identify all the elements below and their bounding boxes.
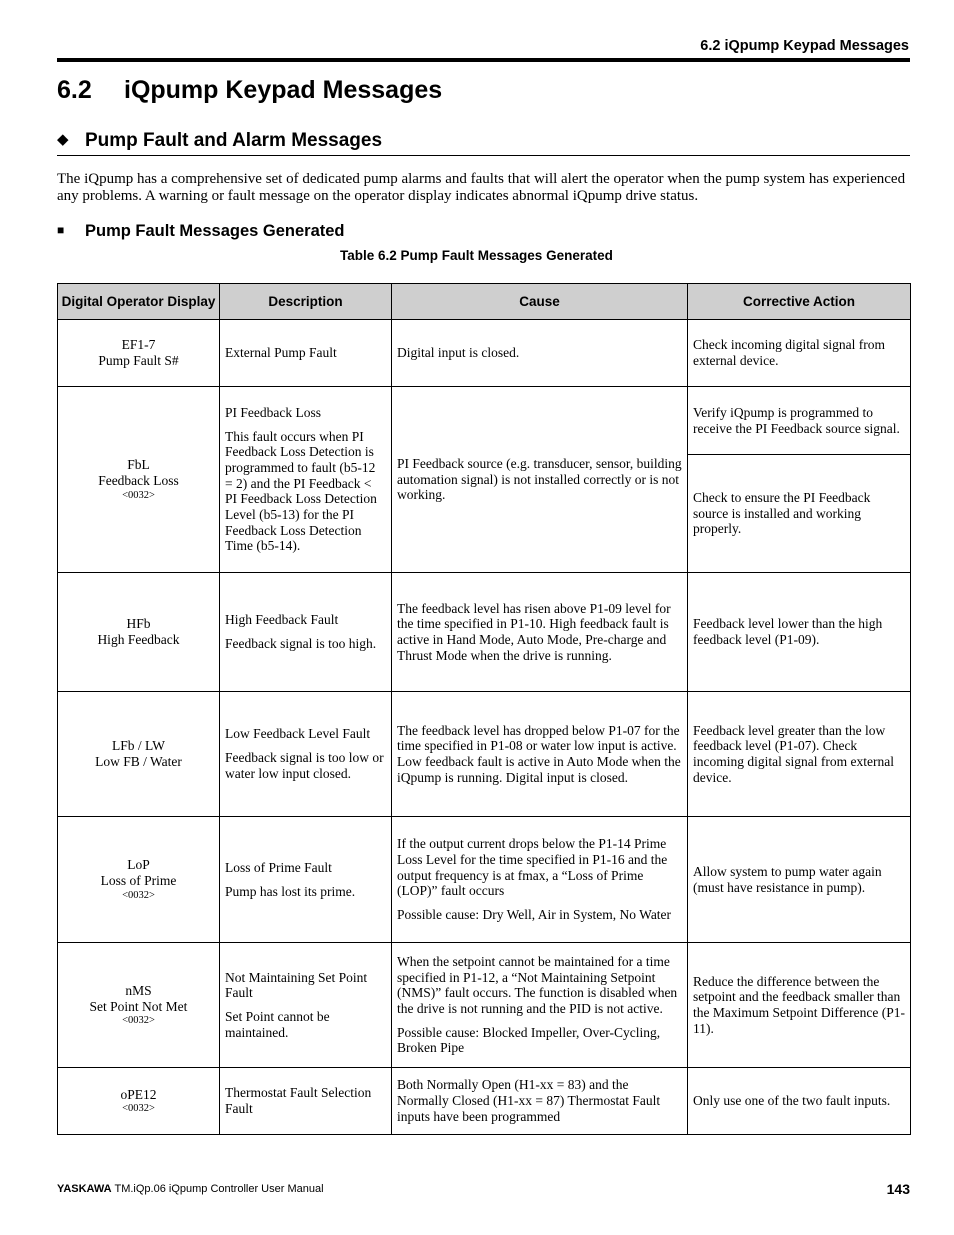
description-cell [220, 320, 392, 387]
table-caption: Table 6.2 Pump Fault Messages Generated [340, 248, 613, 263]
cause-cell [392, 573, 688, 692]
cause-text: The feedback level has dropped below P1-07 for the time specified in P1-08 or water low input is active. Low feedback fault is active in Auto Mode when the iQpump is running. Digital input is closed. [397, 722, 681, 785]
running-head: 6.2 iQpump Keypad Messages [700, 38, 909, 54]
display-name: Low FB / Water [95, 754, 182, 769]
display-cell [58, 692, 220, 817]
cause-cell [392, 320, 688, 387]
display-name: High Feedback [97, 632, 180, 647]
description-cell [220, 387, 392, 573]
description-cell [220, 943, 392, 1068]
action-cell [688, 943, 911, 1068]
header-description: Description [220, 284, 392, 320]
intro-paragraph: The iQpump has a comprehensive set of dedicated pump alarms and faults that will alert the operator when the pump system has experienced any problems. A warning or fault message on the operator display indicates abnormal iQpump drive status. [57, 171, 906, 204]
fault-code: <0032> [122, 1015, 155, 1027]
cause-text: PI Feedback source (e.g. transducer, sensor, building automation signal) is not installed correctly or is not working. [397, 455, 682, 503]
fault-code: <0032> [122, 489, 155, 501]
description-cell [220, 692, 392, 817]
description-text: This fault occurs when PI Feedback Loss Detection is programmed to fault (b5-12 = 2) and the PI Feedback < PI Feedback Loss Detection Level (b5-13) for the PI Feedback Loss Detection Time (b5-14). [225, 428, 377, 554]
subsection-title [57, 130, 382, 152]
display-name: Set Point Not Met [89, 998, 188, 1014]
action-text: Only use one of the two fault inputs. [693, 1093, 891, 1109]
display-name: Feedback Loss [98, 473, 179, 488]
action-cell [688, 320, 911, 387]
pump-fault-table [57, 283, 911, 1135]
action-text: Check to ensure the PI Feedback source is installed and working properly. [693, 489, 871, 537]
action-text: Reduce the difference between the setpoint and the feedback smaller than the Maximum Setpoint Difference (P1-11). [693, 973, 905, 1036]
description-text: Pump has lost its prime. [225, 883, 356, 899]
cause-text: The feedback level has risen above P1-09 level for the time specified in P1-10. High feedback fault is active in Hand Mode, Auto Mode, Pre-charge and Thrust Mode when the drive is running. [397, 600, 671, 663]
description-cell [220, 817, 392, 943]
fault-code: <0032> [122, 889, 155, 901]
cause-possible: Possible cause: Blocked Impeller, Over-Cycling, Broken Pipe [397, 1024, 661, 1056]
description-text: Feedback signal is too high. [225, 636, 377, 651]
action-text: Feedback level lower than the high feedback level (P1-09). [693, 616, 883, 647]
cause-cell [392, 943, 688, 1068]
description-title: Loss of Prime Fault [225, 859, 332, 875]
cause-text: If the output current drops below the P1-14 Prime Loss Level for the time specified in P1-16 and the output frequency is at fmax, a “Loss of Prime (LOP)” fault occurs [397, 836, 668, 899]
header-corrective-action: Corrective Action [688, 284, 911, 320]
subsection-rule [57, 155, 910, 156]
display-code: LFb / LW [112, 738, 165, 754]
cause-text: When the setpoint cannot be maintained for a time specified in P1-12, a “Not Maintaining Setpoint (NMS)” fault occurs. The function is disabled when the drive is not running and the PID is not active. [397, 953, 678, 1016]
description-title: Low Feedback Level Fault [225, 726, 371, 742]
action-cell [688, 1068, 911, 1135]
section-number: 6.2 [57, 76, 92, 104]
description-title: High Feedback Fault [225, 612, 339, 628]
footer-manual-title: TM.iQp.06 iQpump Controller User Manual [114, 1183, 324, 1195]
description-text: Set Point cannot be maintained. [225, 1009, 330, 1040]
display-cell [58, 943, 220, 1068]
table-header-row [58, 284, 911, 320]
table-row [58, 387, 911, 455]
description-text: Feedback signal is too low or water low input closed. [225, 750, 384, 781]
footer-manual [57, 1183, 324, 1195]
table-row [58, 1068, 911, 1135]
action-cell [688, 692, 911, 817]
display-cell [58, 573, 220, 692]
display-cell [58, 320, 220, 387]
subsubsection-title-text: Pump Fault Messages Generated [85, 222, 345, 240]
header-rule [57, 58, 910, 62]
display-code: nMS [125, 982, 152, 998]
table-row [58, 943, 911, 1068]
subsubsection-title [57, 222, 345, 241]
action-cell [688, 573, 911, 692]
table-row [58, 817, 911, 943]
display-code: EF1-7 [121, 337, 156, 353]
description-cell [220, 1068, 392, 1135]
table-row [58, 320, 911, 387]
diamond-bullet-icon: ◆ [57, 131, 69, 148]
section-title-text: iQpump Keypad Messages [124, 76, 443, 104]
action-text: Allow system to pump water again (must have resistance in pump). [693, 863, 882, 895]
cause-cell [392, 387, 688, 573]
table-row [58, 573, 911, 692]
display-cell [58, 817, 220, 943]
action-text: Check incoming digital signal from external device. [693, 337, 885, 368]
description-cell [220, 573, 392, 692]
action-text: Verify iQpump is programmed to receive the PI Feedback source signal. [693, 404, 900, 436]
display-cell [58, 1068, 220, 1135]
action-cell [688, 387, 911, 455]
cause-text: Digital input is closed. [397, 345, 520, 361]
cause-possible: Possible cause: Dry Well, Air in System, No Water [397, 907, 672, 923]
page-number: 143 [886, 1181, 910, 1197]
action-cell [688, 817, 911, 943]
display-code: FbL [127, 457, 150, 473]
cause-cell [392, 692, 688, 817]
fault-code: <0032> [122, 1103, 155, 1115]
action-text: Feedback level greater than the low feedback level (P1-07). Check incoming digital signal from external device. [693, 722, 894, 785]
description-text: Thermostat Fault Selection Fault [225, 1085, 372, 1116]
description-title: Not Maintaining Set Point Fault [225, 969, 368, 1001]
table-row [58, 692, 911, 817]
section-title [57, 76, 442, 105]
display-cell [58, 387, 220, 573]
description-text: External Pump Fault [225, 345, 337, 361]
header-cause: Cause [392, 284, 688, 320]
subsection-title-text: Pump Fault and Alarm Messages [85, 130, 383, 151]
display-code: HFb [126, 616, 151, 632]
description-title: PI Feedback Loss [225, 404, 321, 420]
display-code: LoP [127, 857, 150, 873]
cause-text: Both Normally Open (H1-xx = 83) and the Normally Closed (H1-xx = 87) Thermostat Fault inputs have been programmed [397, 1077, 661, 1124]
cause-cell [392, 817, 688, 943]
display-name: Loss of Prime [100, 873, 177, 888]
header-display: Digital Operator Display [58, 284, 220, 320]
action-cell [688, 455, 911, 573]
display-name: Pump Fault S# [98, 353, 179, 368]
display-code: oPE12 [120, 1086, 157, 1102]
square-bullet-icon: ■ [57, 223, 65, 237]
cause-cell [392, 1068, 688, 1135]
footer-brand: YASKAWA [57, 1183, 112, 1195]
